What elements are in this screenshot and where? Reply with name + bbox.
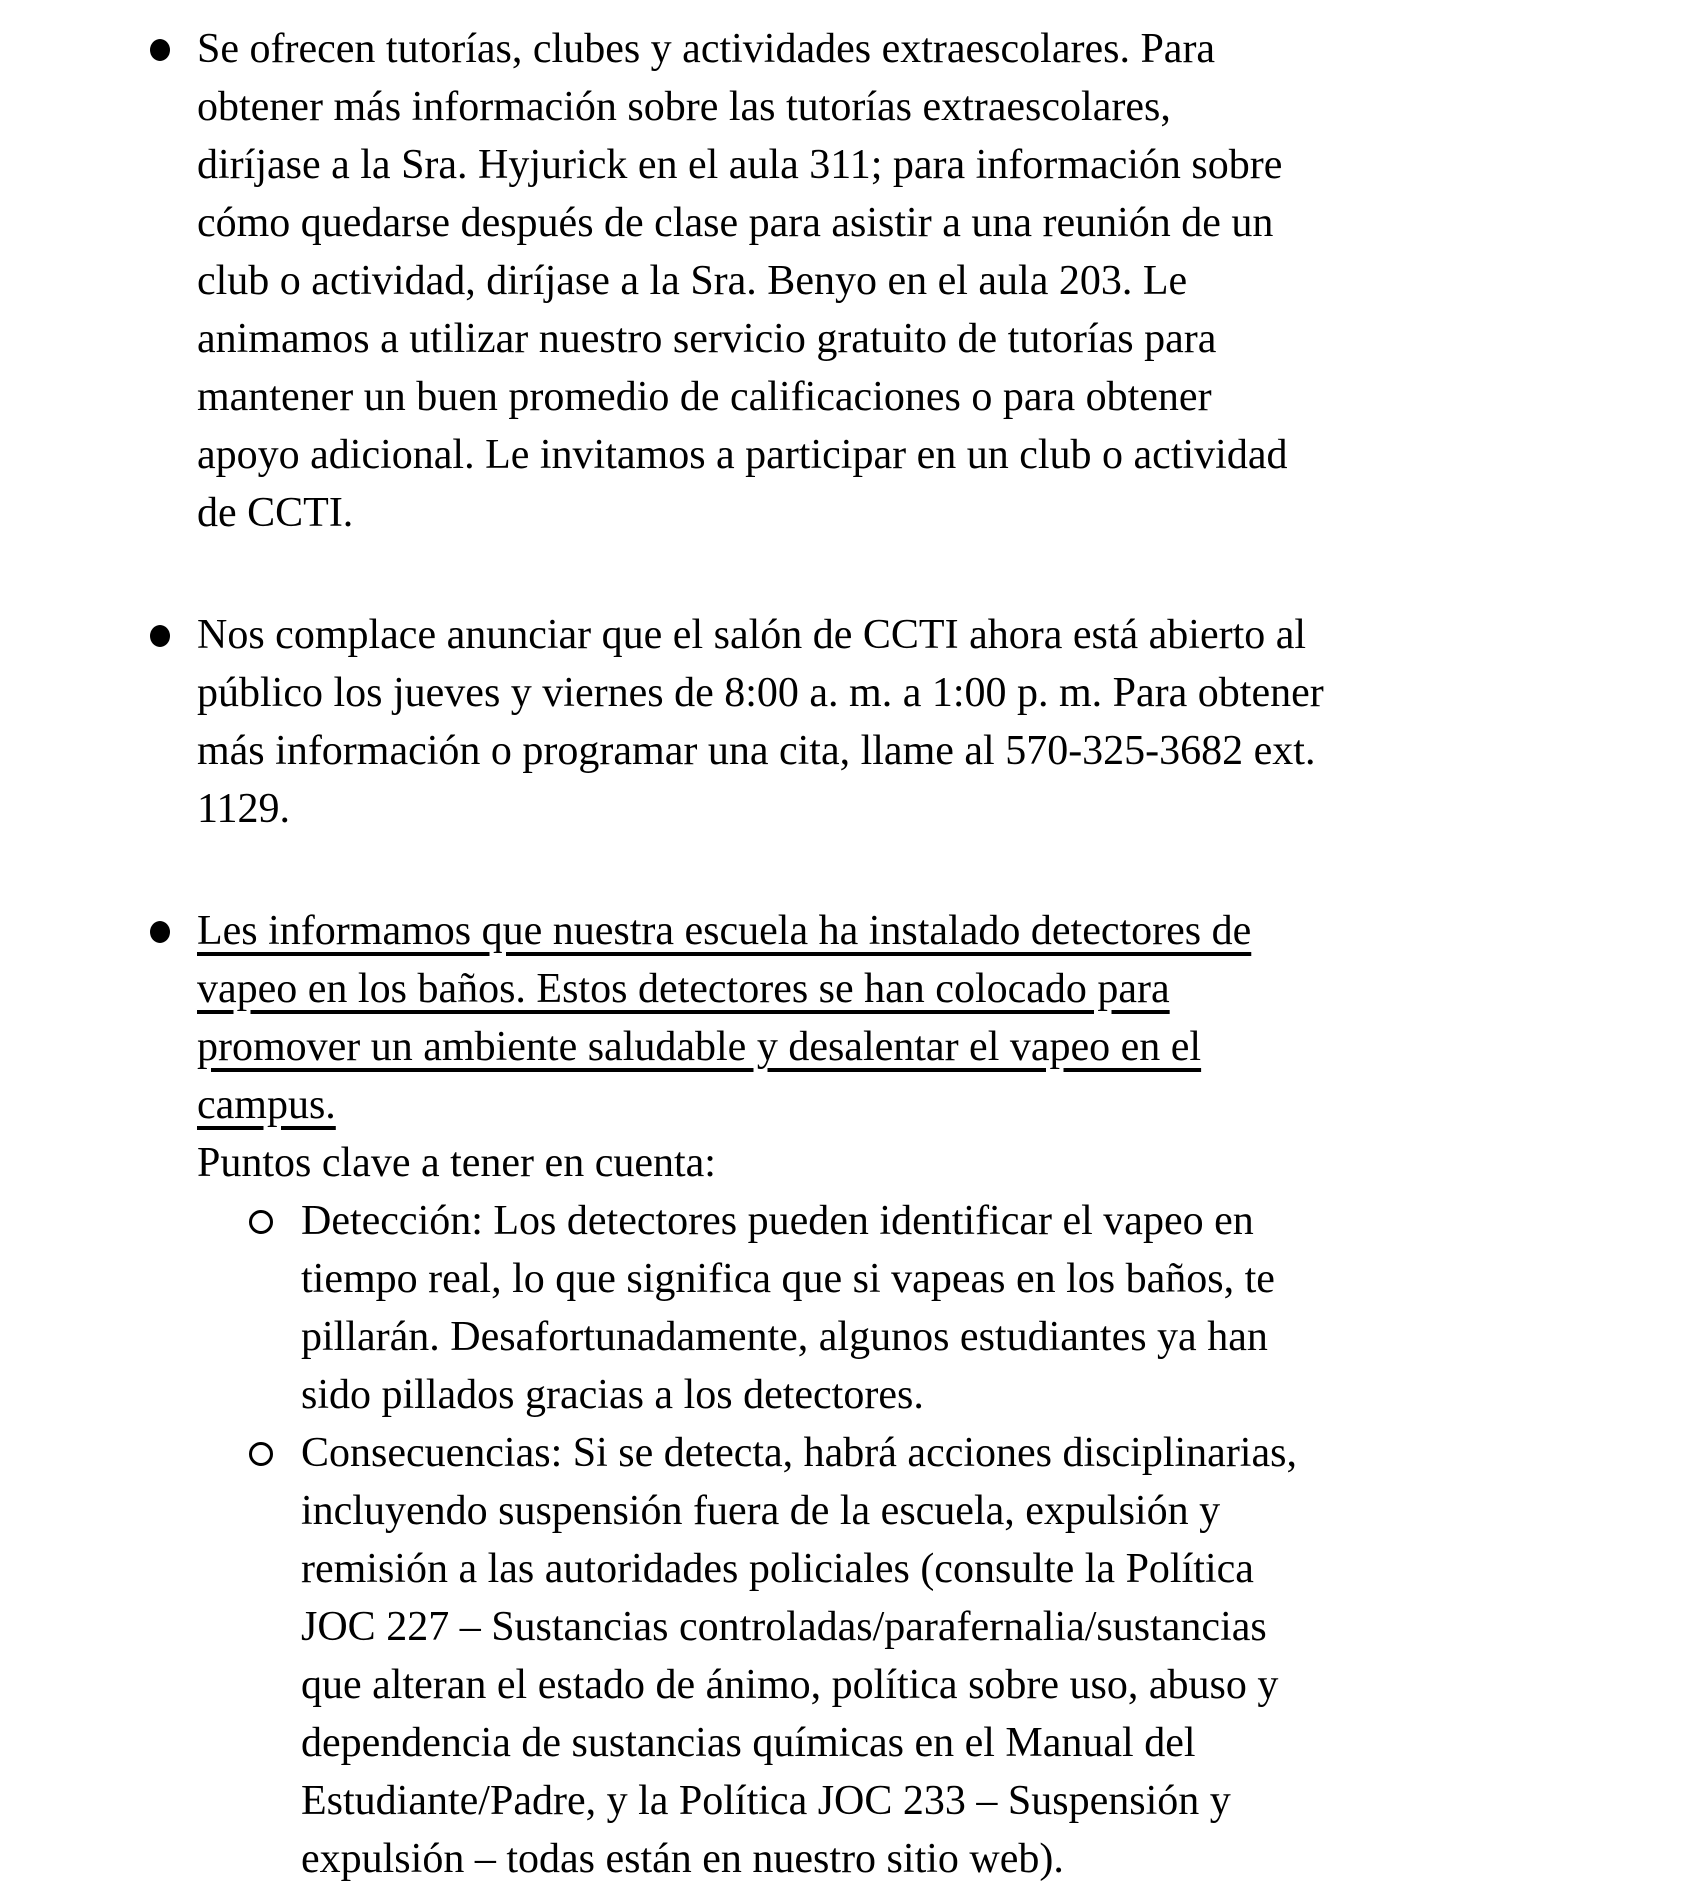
bullet-disc-icon	[150, 921, 170, 943]
text-line: expulsión – todas están en nuestro sitio web).	[301, 1836, 1064, 1882]
text-line: remisión a las autoridades policiales (consulte la Política	[301, 1546, 1254, 1592]
bullet-disc-icon	[150, 39, 170, 61]
bullet-item-salon-ccti	[150, 606, 1657, 838]
text-line: diríjase a la Sra. Hyjurick en el aula 311; para información sobre	[197, 142, 1283, 188]
text-line: animamos a utilizar nuestro servicio gratuito de tutorías para	[197, 316, 1217, 362]
text-line: sido pillados gracias a los detectores.	[301, 1372, 924, 1418]
text-line: que alteran el estado de ánimo, política sobre uso, abuso y	[301, 1662, 1279, 1708]
sub-bullet-item-deteccion	[249, 1192, 1657, 1424]
text-line: obtener más información sobre las tutorías extraescolares,	[197, 84, 1171, 130]
text-line: mantener un buen promedio de calificaciones o para obtener	[197, 374, 1212, 420]
sub-bullet-text-consecuencias	[301, 1424, 1657, 1888]
text-line: 1129.	[197, 786, 290, 832]
text-line: público los jueves y viernes de 8:00 a. m. a 1:00 p. m. Para obtener	[197, 670, 1324, 716]
bullet-text-tutorias	[197, 20, 1657, 542]
bullet-circle-icon	[249, 1210, 273, 1234]
text-line: cómo quedarse después de clase para asistir a una reunión de un	[197, 200, 1274, 246]
text-line: dependencia de sustancias químicas en el Manual del	[301, 1720, 1196, 1766]
text-line: Consecuencias: Si se detecta, habrá acciones disciplinarias,	[301, 1430, 1297, 1476]
sub-bullet-text-deteccion	[301, 1192, 1657, 1424]
text-line: Se ofrecen tutorías, clubes y actividades extraescolares. Para	[197, 26, 1216, 72]
bullet-disc-icon	[150, 625, 170, 647]
underlined-text-line: Les informamos que nuestra escuela ha instalado detectores de	[197, 908, 1252, 954]
bullet-text-salon-ccti	[197, 606, 1657, 838]
puntos-clave-heading: Puntos clave a tener en cuenta:	[197, 1140, 716, 1186]
text-line: club o actividad, diríjase a la Sra. Benyo en el aula 203. Le	[197, 258, 1188, 304]
underlined-text-line: campus.	[197, 1082, 336, 1128]
text-line: pillarán. Desafortunadamente, algunos estudiantes ya han	[301, 1314, 1268, 1360]
text-line: tiempo real, lo que significa que si vapeas en los baños, te	[301, 1256, 1275, 1302]
text-line: Detección: Los detectores pueden identificar el vapeo en	[301, 1198, 1254, 1244]
underlined-text-line: vapeo en los baños. Estos detectores se han colocado para	[197, 966, 1170, 1012]
bullet-item-tutorias	[150, 20, 1657, 542]
text-line: apoyo adicional. Le invitamos a participar en un club o actividad	[197, 432, 1288, 478]
sub-bullet-item-consecuencias	[249, 1424, 1657, 1888]
text-line: incluyendo suspensión fuera de la escuela, expulsión y	[301, 1488, 1221, 1534]
text-line: JOC 227 – Sustancias controladas/parafernalia/sustancias	[301, 1604, 1267, 1650]
bullet-circle-icon	[249, 1442, 273, 1466]
text-line: Estudiante/Padre, y la Política JOC 233 – Suspensión y	[301, 1778, 1231, 1824]
bullet-item-detectores-vapeo	[150, 902, 1657, 1888]
text-line: Nos complace anunciar que el salón de CCTI ahora está abierto al	[197, 612, 1307, 658]
underlined-text-line: promover un ambiente saludable y desalentar el vapeo en el	[197, 1024, 1202, 1070]
text-line: más información o programar una cita, llame al 570-325-3682 ext.	[197, 728, 1316, 774]
text-line: de CCTI.	[197, 490, 354, 536]
bullet-text-detectores-vapeo	[197, 902, 1657, 1888]
